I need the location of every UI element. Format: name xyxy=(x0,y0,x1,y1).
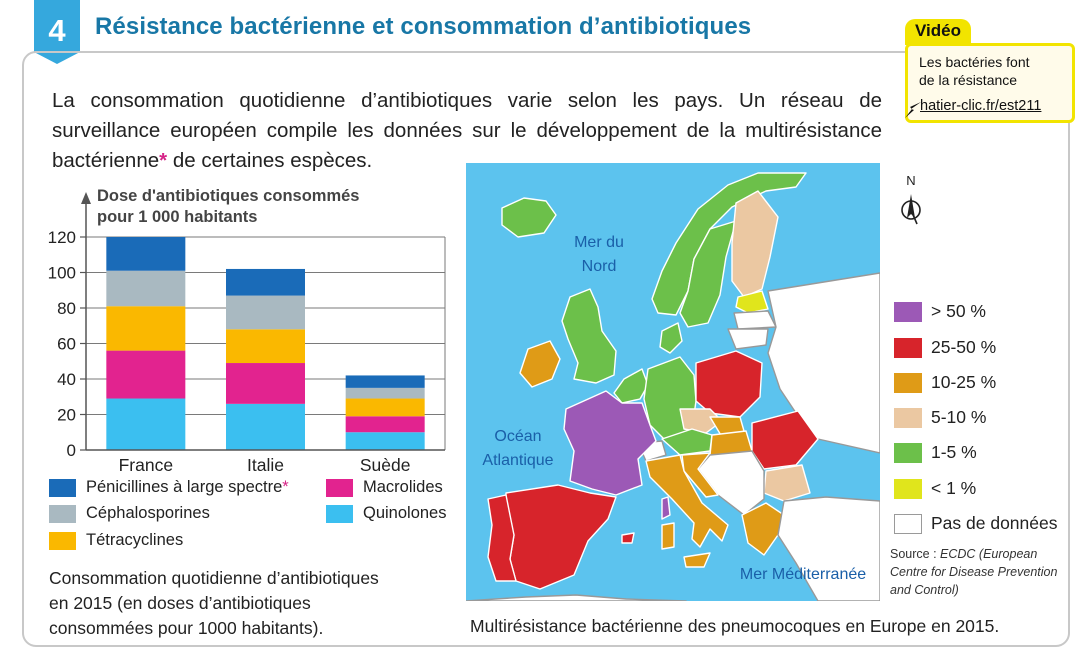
chart-caption-line-3: consommées pour 1000 habitants). xyxy=(49,618,324,638)
bar-segment xyxy=(346,416,425,432)
x-category-label: Italie xyxy=(247,455,284,475)
europe-map xyxy=(466,163,880,601)
map-legend-label: 10-25 % xyxy=(931,372,997,392)
europe-map-svg xyxy=(466,163,880,601)
map-legend-label: 1-5 % xyxy=(931,442,977,462)
map-legend-swatch xyxy=(894,479,922,499)
chart-caption-line-1: Consommation quotidienne d’antibiotiques xyxy=(49,568,379,588)
y-tick-label: 100 xyxy=(47,263,76,283)
y-tick-label: 80 xyxy=(57,299,76,318)
map-legend-swatch xyxy=(894,338,922,358)
chart-title-line-1: Dose d'antibiotiques consommés xyxy=(97,187,360,205)
map-source xyxy=(890,545,1068,599)
x-category-label: Suède xyxy=(359,455,411,475)
label-mer-du-nord xyxy=(562,231,636,279)
map-legend-item xyxy=(894,407,986,428)
legend-label-macrolides: Macrolides xyxy=(363,478,443,496)
bar-segment xyxy=(346,399,425,417)
x-category-label: France xyxy=(118,455,174,475)
bar-segment xyxy=(106,351,185,399)
legend-label-cephalosporines: Céphalosporines xyxy=(86,504,210,522)
label-ocean-line-1: Océan xyxy=(494,428,542,445)
section-title: Résistance bactérienne et consommation d’antibiotiques xyxy=(95,13,752,40)
legend-label-quinolones: Quinolones xyxy=(363,504,447,522)
country-latvia xyxy=(734,311,776,329)
legend-star: * xyxy=(282,478,289,496)
legend-swatch-cephalosporines xyxy=(49,505,76,523)
source-text: ECDC (European Centre for Disease Prevention and Control) xyxy=(890,547,1058,597)
cursor-arrow-icon xyxy=(901,98,923,120)
north-arrow-icon xyxy=(896,174,926,230)
y-tick-label: 20 xyxy=(57,405,76,425)
chart-title-line-2: pour 1 000 habitants xyxy=(97,208,258,226)
legend-cephalosporines xyxy=(49,504,210,523)
label-mediterranee: Mer Méditerranée xyxy=(739,566,867,583)
label-ocean-atlantique xyxy=(480,425,556,473)
video-panel xyxy=(905,43,1075,123)
country-sardinia xyxy=(662,523,674,549)
section-number: 4 xyxy=(48,13,66,48)
legend-label-penicillines: Pénicillines à large spectre xyxy=(86,478,283,496)
map-legend-item xyxy=(894,478,976,499)
bar-segment xyxy=(346,432,425,450)
y-tick-label: 120 xyxy=(47,228,76,247)
legend-label-tetracyclines: Tétracyclines xyxy=(86,531,184,549)
legend-penicillines xyxy=(49,478,289,497)
bar-segment xyxy=(226,269,305,296)
bar-segment xyxy=(106,399,185,450)
map-legend-item xyxy=(894,442,977,463)
intro-text-end: de certaines espèces. xyxy=(167,149,373,172)
bar-segment xyxy=(226,296,305,330)
chart-caption xyxy=(49,566,449,641)
legend-macrolides xyxy=(326,478,443,497)
intro-text: La consommation quotidienne d’antibiotiques varie selon les pays. Un réseau de surveillance européen compile les données sur le développement de la multirésistance bactérienne xyxy=(52,89,882,172)
bar-segment xyxy=(226,329,305,363)
bar-segment xyxy=(346,388,425,399)
country-baleares xyxy=(622,533,634,543)
video-description xyxy=(919,53,1030,89)
y-axis-arrow-icon xyxy=(81,192,91,204)
map-legend-label: 5-10 % xyxy=(931,407,987,427)
country-bulgaria xyxy=(764,465,810,501)
video-tab: Vidéo xyxy=(905,19,971,45)
legend-swatch-tetracyclines xyxy=(49,532,76,550)
map-legend-label: Pas de données xyxy=(931,513,1058,533)
bar-segment xyxy=(106,237,185,271)
compass-letter: N xyxy=(906,174,916,188)
legend-tetracyclines xyxy=(49,531,183,550)
label-ocean-line-2: Atlantique xyxy=(482,452,554,469)
map-legend-swatch xyxy=(894,408,922,428)
map-caption: Multirésistance bactérienne des pneumocoques en Europe en 2015. xyxy=(470,616,1000,636)
video-box[interactable] xyxy=(905,19,1077,124)
map-legend-item xyxy=(894,337,996,358)
legend-swatch-quinolones xyxy=(326,505,353,523)
bar-segment xyxy=(106,306,185,350)
bar-segment xyxy=(106,271,185,307)
map-legend-swatch xyxy=(894,373,922,393)
map-legend-label: > 50 % xyxy=(931,301,986,321)
map-legend-item xyxy=(894,301,986,322)
country-corsica xyxy=(662,497,670,519)
video-line-1: Les bactéries font xyxy=(919,54,1030,70)
map-legend-swatch xyxy=(894,302,922,322)
footnote-star: * xyxy=(159,149,168,172)
map-legend-item xyxy=(894,372,996,393)
label-mer-du-nord-line-1: Mer du xyxy=(574,234,624,251)
map-legend-item xyxy=(894,513,1058,534)
legend-swatch-macrolides xyxy=(326,479,353,497)
y-tick-label: 40 xyxy=(57,370,76,389)
video-link[interactable] xyxy=(920,98,1041,114)
bar-segment xyxy=(346,375,425,387)
y-tick-label: 60 xyxy=(57,334,76,354)
label-mer-du-nord-line-2: Nord xyxy=(581,258,617,275)
antibiotics-chart-svg xyxy=(40,182,460,482)
bar-segment xyxy=(226,363,305,404)
chart-caption-line-2: en 2015 (en doses d’antibiotiques xyxy=(49,593,311,613)
source-prefix: Source : xyxy=(890,547,941,561)
map-legend-label: < 1 % xyxy=(931,478,977,498)
map-legend-swatch xyxy=(894,443,922,463)
legend-swatch-penicillines xyxy=(49,479,76,497)
y-tick-label: 0 xyxy=(66,441,76,460)
video-link-prefix[interactable]: hatier-clic.fr/ xyxy=(920,98,999,114)
video-link-code[interactable]: est211 xyxy=(998,98,1042,114)
map-legend-swatch xyxy=(894,514,922,534)
bar-segment xyxy=(226,404,305,450)
map-legend-label: 25-50 % xyxy=(931,337,997,357)
video-line-2: de la résistance xyxy=(919,72,1018,88)
antibiotics-chart xyxy=(40,182,460,482)
legend-quinolones xyxy=(326,504,446,523)
